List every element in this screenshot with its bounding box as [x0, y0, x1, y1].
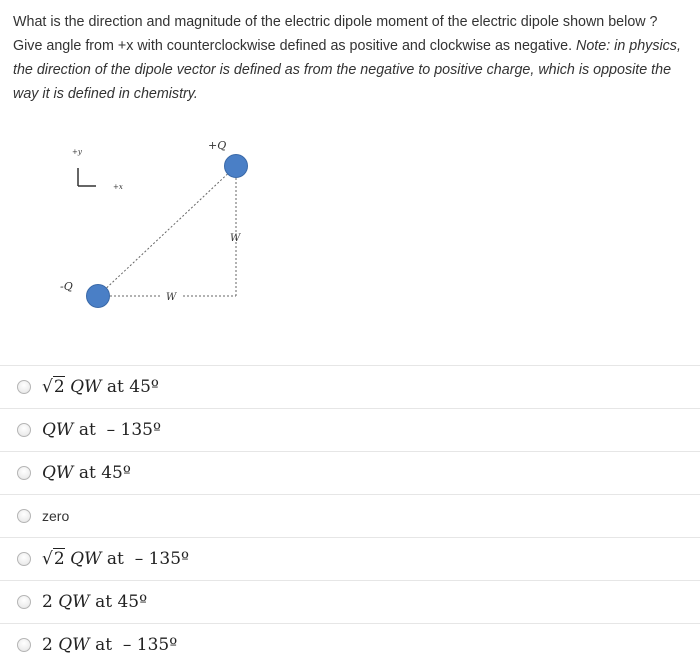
option-label [42, 420, 161, 440]
option-angle: – 135º [106, 420, 161, 440]
option-angle: 45º [129, 377, 159, 397]
negative-charge [87, 285, 110, 308]
radio-button[interactable] [17, 509, 31, 523]
radio-button[interactable] [17, 595, 31, 609]
option-at: at [106, 377, 124, 397]
x-axis-label: +x [113, 183, 123, 191]
option-2[interactable] [0, 408, 700, 451]
option-expression: QW [70, 377, 102, 397]
positive-charge [225, 155, 248, 178]
option-expression: QW [42, 463, 74, 483]
vertical-side-label: W [230, 233, 241, 244]
option-coefficient: 2 [42, 592, 53, 612]
option-4[interactable] [0, 494, 700, 537]
radio-button[interactable] [17, 423, 31, 437]
negative-charge-label: -Q [60, 280, 73, 293]
option-expression: QW [70, 549, 102, 569]
option-7[interactable] [0, 623, 700, 666]
radio-button[interactable] [17, 552, 31, 566]
dipole-diagram [0, 130, 300, 320]
question-note: Note: in physics, the direction of the dipole vector is defined as from the negative to positive charge, which is opposite the way it is defined in chemistry. [13, 38, 681, 102]
option-label: √2 QW at – 135º [42, 549, 190, 569]
y-axis-label: +y [72, 148, 82, 156]
option-expression: QW [42, 420, 74, 440]
option-3[interactable] [0, 451, 700, 494]
option-label [42, 592, 147, 612]
option-at: at [78, 463, 96, 483]
sqrt-radicand: 2 [53, 549, 65, 569]
option-at: at [95, 592, 113, 612]
option-angle: 45º [101, 463, 131, 483]
dipole-figure [0, 130, 300, 320]
radio-button[interactable] [17, 638, 31, 652]
option-angle: – 135º [134, 549, 190, 569]
horizontal-side-label: W [166, 292, 177, 303]
option-label: √2 QW at 45º [42, 377, 159, 397]
option-at: at [106, 549, 124, 569]
option-1[interactable] [0, 365, 700, 408]
option-at: at [78, 420, 96, 440]
option-label [42, 635, 177, 655]
option-angle: – 135º [122, 635, 178, 655]
sqrt-radicand: 2 [53, 377, 65, 397]
option-5[interactable] [0, 537, 700, 580]
question-body: What is the direction and magnitude of the electric dipole moment of the electric dipole shown below ? Give angle from +x with counterclockwise defined as positive and clockwise as negative. [13, 14, 658, 54]
option-expression: QW [58, 635, 90, 655]
option-coefficient: 2 [42, 635, 53, 655]
option-label [42, 463, 131, 483]
option-label: zero [42, 508, 70, 524]
option-at: at [95, 635, 113, 655]
question-text [13, 10, 688, 106]
positive-charge-label: +Q [208, 139, 227, 152]
answer-options [0, 365, 700, 666]
radio-button[interactable] [17, 466, 31, 480]
option-angle: 45º [117, 592, 148, 612]
radio-button[interactable] [17, 380, 31, 394]
option-6[interactable] [0, 580, 700, 623]
option-expression: QW [58, 592, 90, 612]
